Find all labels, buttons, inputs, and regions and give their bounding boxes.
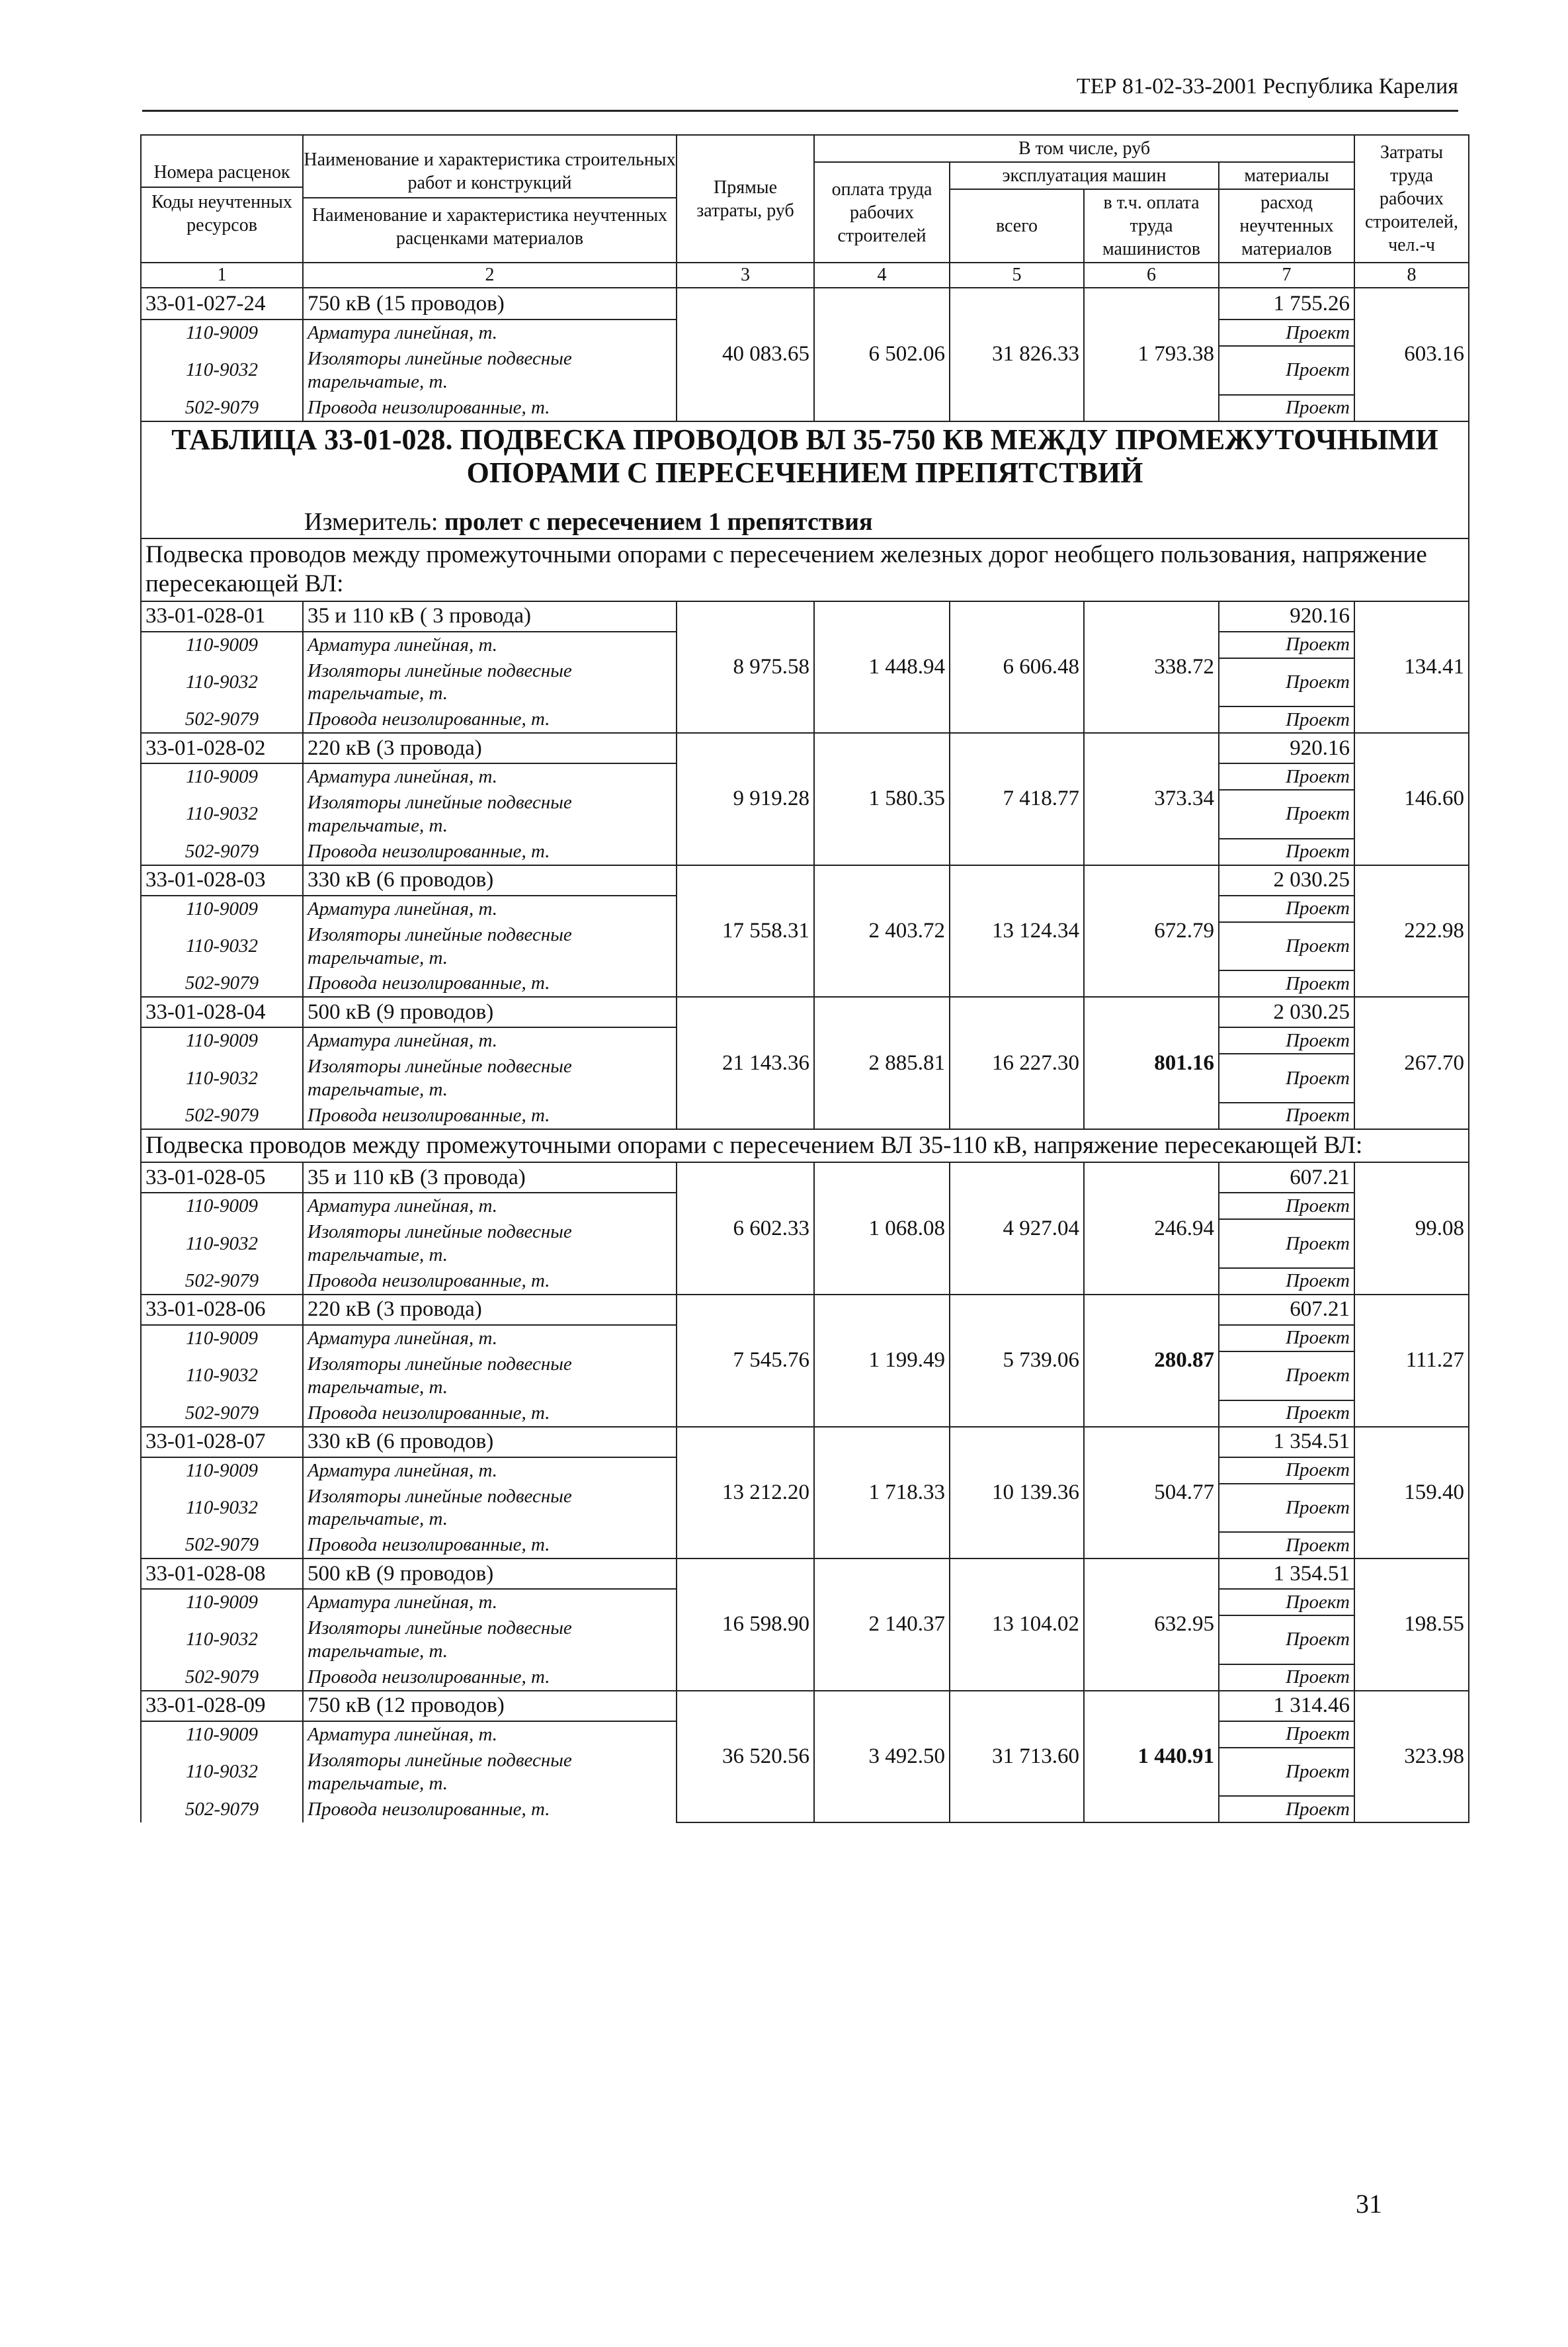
- resource-status: Проект: [1219, 1103, 1354, 1129]
- resource-status: Проект: [1219, 1268, 1354, 1295]
- operator-cost: 338.72: [1084, 601, 1219, 734]
- table-title-cell: [141, 421, 1469, 538]
- document-id: ТЕР 81-02-33-2001 Республика Карелия: [1076, 74, 1458, 99]
- rate-code: 33-01-028-02: [141, 733, 303, 763]
- direct-cost: 16 598.90: [677, 1558, 814, 1691]
- resource-name: Арматура линейная, т.: [303, 1027, 677, 1054]
- machine-cost: 7 418.77: [950, 733, 1084, 865]
- rate-name: 330 кВ (6 проводов): [303, 865, 677, 896]
- resource-code: 110-9032: [141, 790, 303, 839]
- col-number: 7: [1219, 263, 1354, 288]
- operator-cost: 1 440.91: [1084, 1691, 1219, 1823]
- machine-cost: 16 227.30: [950, 997, 1084, 1129]
- resource-name: Изоляторы линейные подвесные тарельчатые, т.: [303, 1748, 677, 1797]
- col-header-materials-group: материалы: [1219, 162, 1354, 189]
- col-number: 4: [814, 263, 950, 288]
- rate-name: 750 кВ (12 проводов): [303, 1691, 677, 1721]
- resource-status: Проект: [1219, 395, 1354, 421]
- labor-hours: 99.08: [1354, 1162, 1469, 1295]
- col-header-labor-hours: Затраты труда рабочих строителей, чел.-ч: [1354, 135, 1469, 263]
- operator-cost: 632.95: [1084, 1558, 1219, 1691]
- col-header-codes: [141, 135, 303, 263]
- col-number: 2: [303, 263, 677, 288]
- resource-name: Арматура линейная, т.: [303, 632, 677, 658]
- rate-code: 33-01-028-01: [141, 601, 303, 632]
- resource-status: Проект: [1219, 1615, 1354, 1664]
- labor-cost: 1 580.35: [814, 733, 950, 865]
- resource-code: 502-9079: [141, 395, 303, 421]
- machine-cost: 31 713.60: [950, 1691, 1084, 1823]
- col-header-materials: расход неучтенных материалов: [1219, 189, 1354, 263]
- col-number: 1: [141, 263, 303, 288]
- rate-row: [141, 1295, 1469, 1325]
- resource-status: Проект: [1219, 1796, 1354, 1822]
- resource-name: Арматура линейная, т.: [303, 1325, 677, 1351]
- col-number: 5: [950, 263, 1084, 288]
- resource-status: Проект: [1219, 970, 1354, 997]
- resource-code: 110-9032: [141, 1615, 303, 1664]
- labor-hours: 159.40: [1354, 1427, 1469, 1559]
- rate-code: 33-01-028-05: [141, 1162, 303, 1193]
- resource-status: Проект: [1219, 1219, 1354, 1268]
- resource-status: Проект: [1219, 1532, 1354, 1558]
- direct-cost: 8 975.58: [677, 601, 814, 734]
- resource-code: 110-9032: [141, 658, 303, 707]
- operator-cost: 373.34: [1084, 733, 1219, 865]
- resource-code: 110-9032: [141, 1054, 303, 1103]
- rate-name: 220 кВ (3 провода): [303, 733, 677, 763]
- operator-cost: 504.77: [1084, 1427, 1219, 1559]
- resource-name: Арматура линейная, т.: [303, 1589, 677, 1615]
- labor-hours: 222.98: [1354, 865, 1469, 998]
- rate-name: 750 кВ (15 проводов): [303, 288, 677, 320]
- rate-row: [141, 865, 1469, 896]
- col-header-names: [303, 135, 677, 263]
- labor-cost: 1 448.94: [814, 601, 950, 734]
- resource-code: 110-9009: [141, 1325, 303, 1351]
- resource-status: Проект: [1219, 839, 1354, 865]
- col2-top-label: Наименование и характеристика строительных работ и конструкций: [304, 148, 676, 198]
- resource-code: 502-9079: [141, 706, 303, 733]
- operator-cost: 801.16: [1084, 997, 1219, 1129]
- labor-cost: 2 403.72: [814, 865, 950, 998]
- resource-code: 502-9079: [141, 1796, 303, 1822]
- resource-status: Проект: [1219, 896, 1354, 922]
- direct-cost: 6 602.33: [677, 1162, 814, 1295]
- materials-cost: 920.16: [1219, 601, 1354, 632]
- materials-cost: 607.21: [1219, 1162, 1354, 1193]
- resource-code: 110-9032: [141, 1351, 303, 1400]
- rate-code: 33-01-028-07: [141, 1427, 303, 1457]
- resource-status: Проект: [1219, 1748, 1354, 1797]
- rate-row: [141, 288, 1469, 320]
- column-numbers-row: [141, 263, 1469, 288]
- rate-code: 33-01-028-03: [141, 865, 303, 896]
- resource-code: 110-9009: [141, 763, 303, 790]
- resource-code: 110-9009: [141, 1721, 303, 1748]
- machine-cost: 10 139.36: [950, 1427, 1084, 1559]
- resource-name: Провода неизолированные, т.: [303, 839, 677, 865]
- resource-name: Изоляторы линейные подвесные тарельчатые, т.: [303, 1054, 677, 1103]
- resource-name: Арматура линейная, т.: [303, 896, 677, 922]
- resource-name: Арматура линейная, т.: [303, 320, 677, 346]
- resource-status: Проект: [1219, 922, 1354, 971]
- rate-code: 33-01-027-24: [141, 288, 303, 320]
- materials-cost: 1 354.51: [1219, 1427, 1354, 1457]
- rate-name: 500 кВ (9 проводов): [303, 1558, 677, 1589]
- rate-code: 33-01-028-06: [141, 1295, 303, 1325]
- direct-cost: 7 545.76: [677, 1295, 814, 1427]
- materials-cost: 1 314.46: [1219, 1691, 1354, 1721]
- direct-cost: 9 919.28: [677, 733, 814, 865]
- measure-value: пролет с пересечением 1 препятствия: [444, 507, 873, 536]
- resource-name: Провода неизолированные, т.: [303, 970, 677, 997]
- machine-cost: 4 927.04: [950, 1162, 1084, 1295]
- operator-cost: 1 793.38: [1084, 288, 1219, 421]
- resource-status: Проект: [1219, 632, 1354, 658]
- resource-code: 110-9032: [141, 1748, 303, 1797]
- resource-name: Провода неизолированные, т.: [303, 1796, 677, 1822]
- resource-code: 110-9032: [141, 346, 303, 395]
- resource-code: 110-9009: [141, 896, 303, 922]
- labor-hours: 146.60: [1354, 733, 1469, 865]
- col-number: 3: [677, 263, 814, 288]
- col-header-labor: оплата труда рабочих строителей: [814, 162, 950, 263]
- rate-name: 35 и 110 кВ (3 провода): [303, 1162, 677, 1193]
- resource-name: Провода неизолированные, т.: [303, 395, 677, 421]
- machine-cost: 13 104.02: [950, 1558, 1084, 1691]
- section-heading: Подвеска проводов между промежуточными опорами с пересечением ВЛ 35-110 кВ, напряжение пересекающей ВЛ:: [141, 1129, 1469, 1162]
- resource-status: Проект: [1219, 346, 1354, 395]
- resource-name: Провода неизолированные, т.: [303, 1400, 677, 1427]
- resource-name: Изоляторы линейные подвесные тарельчатые, т.: [303, 1484, 677, 1533]
- rate-code: 33-01-028-09: [141, 1691, 303, 1721]
- resource-name: Арматура линейная, т.: [303, 1721, 677, 1748]
- resource-name: Провода неизолированные, т.: [303, 1103, 677, 1129]
- resource-code: 110-9009: [141, 1589, 303, 1615]
- resource-code: 110-9009: [141, 1193, 303, 1219]
- resource-name: Провода неизолированные, т.: [303, 1664, 677, 1691]
- rate-row: [141, 601, 1469, 632]
- labor-hours: 111.27: [1354, 1295, 1469, 1427]
- section-row: [141, 1129, 1469, 1162]
- labor-cost: 1 068.08: [814, 1162, 950, 1295]
- col-header-direct: Прямые затраты, руб: [677, 135, 814, 263]
- direct-cost: 21 143.36: [677, 997, 814, 1129]
- table-title-row: [141, 421, 1469, 538]
- labor-cost: 6 502.06: [814, 288, 950, 421]
- resource-status: Проект: [1219, 706, 1354, 733]
- resource-code: 502-9079: [141, 1400, 303, 1427]
- resource-name: Арматура линейная, т.: [303, 763, 677, 790]
- labor-hours: 198.55: [1354, 1558, 1469, 1691]
- direct-cost: 40 083.65: [677, 288, 814, 421]
- col-header-machines-group: эксплуатация машин: [950, 162, 1219, 189]
- rate-name: 500 кВ (9 проводов): [303, 997, 677, 1027]
- header-row-1: [141, 135, 1469, 162]
- page-header: [142, 74, 1458, 112]
- col1-bottom-label: Коды неучтенных ресурсов: [151, 192, 292, 235]
- labor-cost: 3 492.50: [814, 1691, 950, 1823]
- resource-code: 110-9032: [141, 1219, 303, 1268]
- section-heading: Подвеска проводов между промежуточными опорами с пересечением железных дорог необщего пользования, напряжение пересекающей ВЛ:: [141, 538, 1469, 601]
- resource-status: Проект: [1219, 1325, 1354, 1351]
- machine-cost: 31 826.33: [950, 288, 1084, 421]
- resource-name: Изоляторы линейные подвесные тарельчатые, т.: [303, 1219, 677, 1268]
- materials-cost: 920.16: [1219, 733, 1354, 763]
- resource-name: Провода неизолированные, т.: [303, 1532, 677, 1558]
- resource-code: 110-9032: [141, 1484, 303, 1533]
- machine-cost: 6 606.48: [950, 601, 1084, 734]
- resource-status: Проект: [1219, 1351, 1354, 1400]
- operator-cost: 280.87: [1084, 1295, 1219, 1427]
- resource-name: Изоляторы линейные подвесные тарельчатые, т.: [303, 1615, 677, 1664]
- labor-hours: 134.41: [1354, 601, 1469, 734]
- machine-cost: 13 124.34: [950, 865, 1084, 998]
- resource-code: 502-9079: [141, 1532, 303, 1558]
- resource-code: 110-9032: [141, 922, 303, 971]
- resource-status: Проект: [1219, 1457, 1354, 1484]
- col-header-operators: в т.ч. оплата труда машинистов: [1084, 189, 1219, 263]
- operator-cost: 672.79: [1084, 865, 1219, 998]
- rate-row: [141, 1162, 1469, 1193]
- resource-code: 502-9079: [141, 970, 303, 997]
- resource-status: Проект: [1219, 1721, 1354, 1748]
- resource-code: 110-9009: [141, 1457, 303, 1484]
- rate-row: [141, 1691, 1469, 1721]
- resource-status: Проект: [1219, 1054, 1354, 1103]
- section-row: [141, 538, 1469, 601]
- col-number: 6: [1084, 263, 1219, 288]
- rate-code: 33-01-028-04: [141, 997, 303, 1027]
- rate-row: [141, 997, 1469, 1027]
- resource-name: Изоляторы линейные подвесные тарельчатые, т.: [303, 346, 677, 395]
- resource-status: Проект: [1219, 1193, 1354, 1219]
- labor-cost: 1 199.49: [814, 1295, 950, 1427]
- labor-hours: 267.70: [1354, 997, 1469, 1129]
- rate-row: [141, 1427, 1469, 1457]
- direct-cost: 36 520.56: [677, 1691, 814, 1823]
- resource-status: Проект: [1219, 763, 1354, 790]
- labor-hours: 323.98: [1354, 1691, 1469, 1823]
- resource-name: Арматура линейная, т.: [303, 1193, 677, 1219]
- machine-cost: 5 739.06: [950, 1295, 1084, 1427]
- rate-name: 330 кВ (6 проводов): [303, 1427, 677, 1457]
- resource-name: Арматура линейная, т.: [303, 1457, 677, 1484]
- col-header-including: В том числе, руб: [814, 135, 1354, 162]
- resource-status: Проект: [1219, 1664, 1354, 1691]
- resource-code: 502-9079: [141, 1103, 303, 1129]
- resource-status: Проект: [1219, 1484, 1354, 1533]
- labor-cost: 2 140.37: [814, 1558, 950, 1691]
- materials-cost: 1 354.51: [1219, 1558, 1354, 1589]
- resource-status: Проект: [1219, 320, 1354, 346]
- resource-status: Проект: [1219, 1027, 1354, 1054]
- materials-cost: 2 030.25: [1219, 997, 1354, 1027]
- rate-name: 220 кВ (3 провода): [303, 1295, 677, 1325]
- resource-name: Провода неизолированные, т.: [303, 706, 677, 733]
- materials-cost: 2 030.25: [1219, 865, 1354, 896]
- labor-cost: 2 885.81: [814, 997, 950, 1129]
- resource-name: Провода неизолированные, т.: [303, 1268, 677, 1295]
- direct-cost: 13 212.20: [677, 1427, 814, 1559]
- resource-status: Проект: [1219, 658, 1354, 707]
- measure-label: Измеритель:: [304, 507, 438, 536]
- measure-line: [304, 507, 1464, 536]
- rate-name: 35 и 110 кВ ( 3 провода): [303, 601, 677, 632]
- rate-row: [141, 1558, 1469, 1589]
- materials-cost: 1 755.26: [1219, 288, 1354, 320]
- resource-status: Проект: [1219, 1589, 1354, 1615]
- resource-code: 110-9009: [141, 320, 303, 346]
- labor-hours: 603.16: [1354, 288, 1469, 421]
- rates-table: [140, 134, 1469, 1823]
- col-number: 8: [1354, 263, 1469, 288]
- resource-name: Изоляторы линейные подвесные тарельчатые, т.: [303, 790, 677, 839]
- materials-cost: 607.21: [1219, 1295, 1354, 1325]
- rate-code: 33-01-028-08: [141, 1558, 303, 1589]
- resource-code: 502-9079: [141, 1268, 303, 1295]
- resource-code: 502-9079: [141, 839, 303, 865]
- resource-code: 110-9009: [141, 1027, 303, 1054]
- resource-status: Проект: [1219, 1400, 1354, 1427]
- resource-status: Проект: [1219, 790, 1354, 839]
- operator-cost: 246.94: [1084, 1162, 1219, 1295]
- resource-code: 110-9009: [141, 632, 303, 658]
- direct-cost: 17 558.31: [677, 865, 814, 998]
- resource-name: Изоляторы линейные подвесные тарельчатые, т.: [303, 922, 677, 971]
- col-header-machines-total: всего: [950, 189, 1084, 263]
- resource-name: Изоляторы линейные подвесные тарельчатые, т.: [303, 1351, 677, 1400]
- col2-bottom-label: Наименование и характеристика неучтенных расценками материалов: [311, 204, 668, 249]
- rate-row: [141, 733, 1469, 763]
- page-number: 31: [1356, 2189, 1382, 2219]
- resource-name: Изоляторы линейные подвесные тарельчатые, т.: [303, 658, 677, 707]
- resource-code: 502-9079: [141, 1664, 303, 1691]
- labor-cost: 1 718.33: [814, 1427, 950, 1559]
- col1-top-label: Номера расценок: [142, 161, 302, 188]
- table-title: ТАБЛИЦА 33-01-028. ПОДВЕСКА ПРОВОДОВ ВЛ 35-750 КВ МЕЖДУ ПРОМЕЖУТОЧНЫМИ ОПОРАМИ С ПЕРЕСЕЧЕНИЕМ ПРЕПЯТСТВИЙ: [171, 423, 1438, 490]
